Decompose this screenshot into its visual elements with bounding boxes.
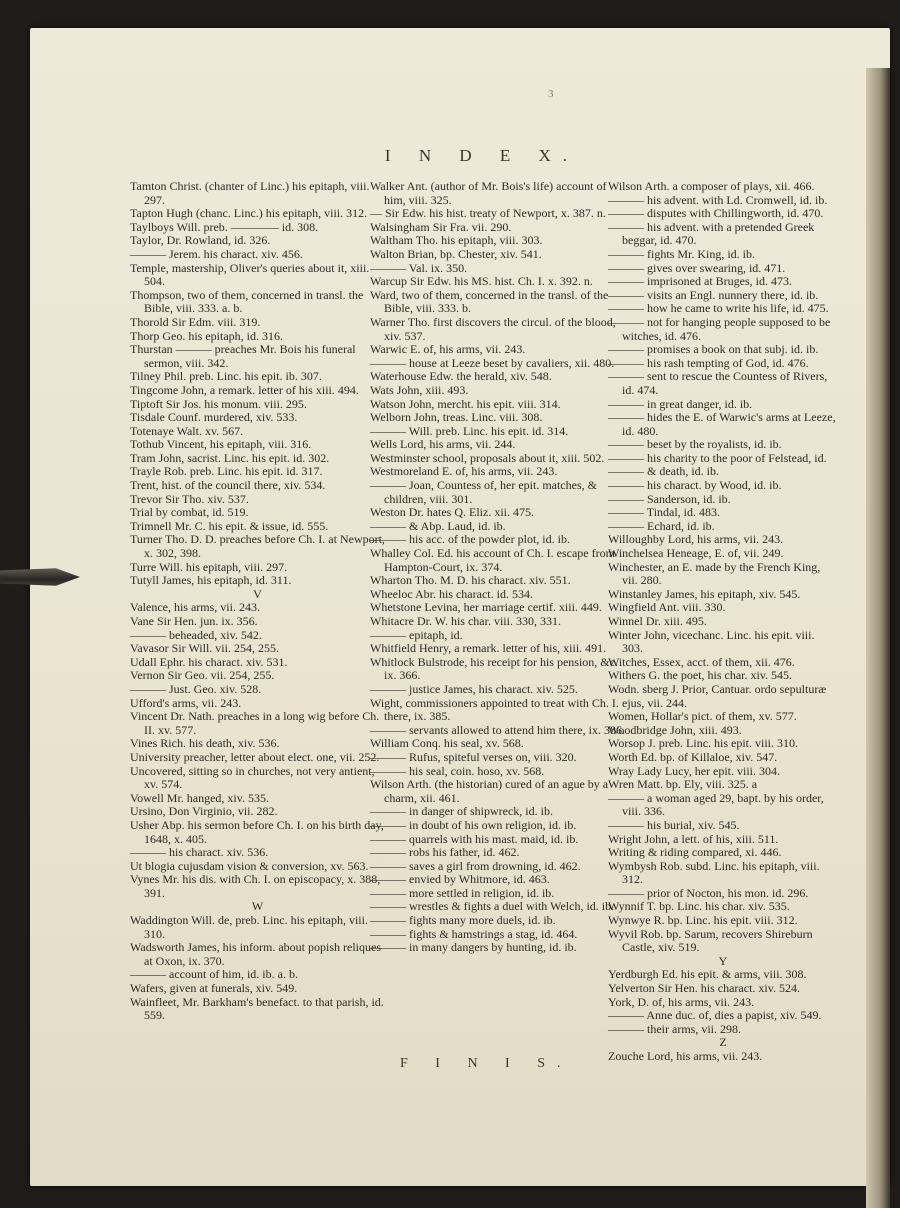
index-entry: Worsop J. preb. Linc. his epit. viii. 310. bbox=[608, 736, 799, 751]
index-entry: Whitlock Bulstrode, his receipt for his pension, &c. ix. 366. bbox=[370, 654, 618, 683]
index-entry: ——— more settled in religion, id. ib. bbox=[370, 885, 555, 900]
index-entry: Taylboys Will. preb. ———— id. 308. bbox=[130, 219, 319, 234]
index-column-2 bbox=[370, 180, 625, 955]
index-entry: Tothub Vincent, his epitaph, viii. 316. bbox=[130, 437, 312, 452]
index-entry: Wharton Tho. M. D. his charact. xiv. 551. bbox=[370, 573, 571, 588]
index-entry: Whitfield Henry, a remark. letter of his, xiii. 491. bbox=[370, 641, 607, 656]
index-entry: ——— house at Leeze beset by cavaliers, xii. 480. bbox=[370, 355, 615, 370]
index-entry: Ut blogia cujusdam vision & conversion, xv. 563. bbox=[130, 858, 369, 873]
index-entry: Whalley Col. Ed. his account of Ch. I. escape from Hampton-Court, ix. 374. bbox=[370, 546, 615, 574]
index-entry: — Sir Edw. his hist. treaty of Newport, x. 387. n. bbox=[370, 206, 606, 221]
index-entry: Wafers, given at funerals, xiv. 549. bbox=[130, 981, 298, 996]
index-entry: Westmoreland E. of, his arms, vii. 243. bbox=[370, 464, 558, 479]
index-entry: ——— quarrels with his mast. maid, id. ib. bbox=[370, 831, 579, 846]
index-entry: ——— gives over swearing, id. 471. bbox=[608, 260, 786, 275]
index-entry: Uncovered, sitting so in churches, not very antient, xv. 574. bbox=[130, 763, 375, 792]
index-entry: ——— Rufus, spiteful verses on, viii. 320. bbox=[370, 749, 577, 764]
finis-footer: F I N I S. bbox=[400, 1056, 573, 1071]
index-entry: Warcup Sir Edw. his MS. hist. Ch. I. x. 392. n. bbox=[370, 274, 593, 289]
index-entry: ——— his charity to the poor of Felstead, id. bbox=[608, 450, 827, 465]
index-entry: Ursino, Don Virginio, vii. 282. bbox=[130, 804, 278, 819]
index-entry: Waddington Will. de, preb. Linc. his epitaph, viii. 310. bbox=[130, 913, 368, 941]
index-entry: ——— his burial, xiv. 545. bbox=[608, 817, 740, 832]
index-entry: Wells Lord, his arms, vii. 244. bbox=[370, 437, 516, 452]
index-entry: Tapton Hugh (chanc. Linc.) his epitaph, viii. 312. bbox=[130, 206, 368, 221]
index-entry: ——— Anne duc. of, dies a papist, xiv. 549. bbox=[608, 1008, 822, 1023]
index-entry: ——— his advent. with Ld. Cromwell, id. ib. bbox=[608, 192, 828, 207]
index-entry: Waterhouse Edw. the herald, xiv. 548. bbox=[370, 369, 552, 384]
section-letter: W bbox=[251, 899, 264, 914]
index-entry: ——— Tindal, id. 483. bbox=[608, 505, 721, 520]
section-letter: Z bbox=[719, 1035, 727, 1050]
index-entry: Wilson Arth. a composer of plays, xii. 466. bbox=[608, 179, 815, 193]
index-entry: ——— his charact. by Wood, id. ib. bbox=[608, 478, 782, 493]
index-entry: ——— fights & hamstrings a stag, id. 464. bbox=[370, 926, 578, 941]
index-entry: Waltham Tho. his epitaph, viii. 303. bbox=[370, 233, 543, 248]
index-entry: Winchelsea Heneage, E. of, vii. 249. bbox=[608, 546, 784, 561]
index-entry: University preacher, letter about elect. one, vii. 252. bbox=[130, 749, 380, 764]
index-entry: ——— Will. preb. Linc. his epit. id. 314. bbox=[370, 423, 569, 438]
index-entry: ——— his advent. with a pretended Greek beggar, id. 470. bbox=[608, 219, 815, 248]
index-entry: ——— saves a girl from drowning, id. 462. bbox=[370, 858, 581, 873]
index-entry: ——— his rash tempting of God, id. 476. bbox=[608, 355, 809, 370]
index-entry: Watson John, mercht. his epit. viii. 314. bbox=[370, 396, 561, 411]
index-entry: ——— account of him, id. ib. a. b. bbox=[130, 967, 298, 982]
index-entry: ——— his seal, coin. hoso, xv. 568. bbox=[370, 763, 545, 778]
index-entry: ——— imprisoned at Bruges, id. 473. bbox=[608, 274, 792, 289]
index-entry: Vernon Sir Geo. vii. 254, 255. bbox=[130, 668, 275, 683]
index-title: I N D E X. bbox=[384, 146, 580, 165]
index-entry: Whetstone Levina, her marriage certif. xiii. 449. bbox=[370, 600, 602, 615]
index-entry: Tiptoft Sir Jos. his monum. viii. 295. bbox=[130, 396, 307, 411]
index-entry: Winchester, an E. made by the French King, vii. 280. bbox=[608, 559, 821, 588]
index-entry: Wheeloc Abr. his charact. id. 534. bbox=[370, 586, 533, 601]
index-entry: ——— his charact. xiv. 536. bbox=[130, 845, 269, 860]
index-entry: ——— his acc. of the powder plot, id. ib. bbox=[370, 532, 570, 547]
index-entry: Vines Rich. his death, xiv. 536. bbox=[130, 736, 280, 751]
index-entry: Totenaye Walt. xv. 567. bbox=[130, 423, 244, 438]
index-entry: Wight, commissioners appointed to treat with Ch. I. there, ix. 385. bbox=[370, 695, 619, 724]
index-entry: ——— in danger of shipwreck, id. ib. bbox=[370, 804, 553, 819]
index-entry: Wynnif T. bp. Linc. his char. xiv. 535. bbox=[608, 899, 790, 914]
index-entry: Thompson, two of them, concerned in transl. the Bible, viii. 333. a. b. bbox=[130, 287, 364, 316]
index-entry: ——— fights many more duels, id. ib. bbox=[370, 913, 556, 928]
index-entry: Wymbysh Rob. subd. Linc. his epitaph, viii. 312. bbox=[608, 858, 820, 887]
index-entry: ——— in great danger, id. ib. bbox=[608, 396, 753, 411]
index-entry: ——— epitaph, id. bbox=[370, 627, 463, 642]
index-entry: Winstanley James, his epitaph, xiv. 545. bbox=[608, 586, 801, 601]
index-entry: ——— justice James, his charact. xiv. 525. bbox=[370, 681, 578, 696]
index-entry: ——— promises a book on that subj. id. ib. bbox=[608, 342, 819, 357]
index-entry: ——— Joan, Countess of, her epit. matches, & children, viii. 301. bbox=[370, 478, 597, 506]
index-entry: York, D. of, his arms, vii. 243. bbox=[608, 994, 755, 1009]
index-entry: Wray Lady Lucy, her epit. viii. 304. bbox=[608, 763, 781, 778]
index-entry: ——— beset by the royalists, id. ib. bbox=[608, 437, 782, 452]
index-entry: Whitacre Dr. W. his char. viii. 330, 331. bbox=[370, 614, 561, 628]
index-entry: Trevor Sir Tho. xiv. 537. bbox=[130, 491, 249, 506]
index-entry: Ward, two of them, concerned in the transl. of the Bible, viii. 333. b. bbox=[370, 287, 609, 316]
index-entry: Wyvil Rob. bp. Sarum, recovers Shireburn Castle, xiv. 519. bbox=[608, 926, 813, 955]
index-entry: Tram John, sacrist. Linc. his epit. id. 302. bbox=[130, 450, 330, 465]
index-entry: ——— servants allowed to attend him there, ix. 386. bbox=[370, 722, 625, 737]
index-entry: ——— prior of Nocton, his mon. id. 296. bbox=[608, 885, 809, 900]
index-entry: Udall Ephr. his charact. xiv. 531. bbox=[130, 654, 288, 669]
index-entry: Westminster school, proposals about it, xiii. 502. bbox=[370, 450, 605, 465]
index-entry: Thurstan ——— preaches Mr. Bois his funeral sermon, viii. 342. bbox=[130, 342, 356, 370]
index-entry: Winter John, vicechanc. Linc. his epit. viii. 303. bbox=[608, 627, 815, 656]
index-entry: Taylor, Dr. Rowland, id. 326. bbox=[130, 233, 271, 248]
index-entry: Zouche Lord, his arms, vii. 243. bbox=[608, 1049, 763, 1063]
index-entry: ——— robs his father, id. 462. bbox=[370, 845, 520, 860]
index-entry: Tisdale Counf. murdered, xiv. 533. bbox=[130, 410, 298, 425]
index-entry: Wats John, xiii. 493. bbox=[370, 382, 469, 397]
index-entry: Thorp Geo. his epitaph, id. 316. bbox=[130, 328, 283, 343]
index-entry: Trayle Rob. preb. Linc. his epit. id. 317. bbox=[130, 464, 323, 479]
index-entry: ——— visits an Engl. nunnery there, id. ib. bbox=[608, 287, 819, 302]
index-entry: Wright John, a lett. of his, xiii. 511. bbox=[608, 831, 779, 846]
index-entry: Warner Tho. first discovers the circul. of the blood, xiv. 537. bbox=[370, 314, 616, 343]
index-entry: ——— disputes with Chillingworth, id. 470. bbox=[608, 206, 824, 221]
index-entry: Writing & riding compared, xi. 446. bbox=[608, 845, 782, 860]
index-entry: ——— wrestles & fights a duel with Welch, id. ib. bbox=[370, 899, 615, 914]
index-entry: Trial by combat, id. 519. bbox=[130, 505, 249, 520]
index-entry: Winnel Dr. xiii. 495. bbox=[608, 614, 707, 628]
index-entry: Wingfield Ant. viii. 330. bbox=[608, 600, 726, 615]
section-letter: V bbox=[253, 586, 262, 601]
index-entry: Willoughby Lord, his arms, vii. 243. bbox=[608, 532, 784, 547]
index-entry: ——— Jerem. his charact. xiv. 456. bbox=[130, 246, 303, 261]
index-column-3 bbox=[608, 180, 838, 1064]
index-entry: Vane Sir Hen. jun. ix. 356. bbox=[130, 614, 258, 628]
index-entry: ——— how he came to write his life, id. 475. bbox=[608, 301, 829, 316]
index-entry: Tingcome John, a remark. letter of his xiii. 494. bbox=[130, 382, 359, 397]
index-entry: ——— in doubt of his own religion, id. ib. bbox=[370, 817, 577, 832]
index-entry: ——— & death, id. ib. bbox=[608, 464, 719, 479]
index-entry: Wainfleet, Mr. Barkham's benefact. to that parish, id. 559. bbox=[130, 994, 384, 1023]
index-entry: Worth Ed. bp. of Killaloe, xiv. 547. bbox=[608, 749, 778, 764]
index-entry: Tamton Christ. (chanter of Linc.) his epitaph, viii. 297. bbox=[130, 179, 370, 207]
index-entry: ——— their arms, vii. 298. bbox=[608, 1021, 741, 1036]
index-entry: ——— sent to rescue the Countess of Rivers, id. 474. bbox=[608, 369, 828, 397]
index-entry: Valence, his arms, vii. 243. bbox=[130, 600, 260, 615]
index-entry: ——— Sanderson, id. ib. bbox=[608, 491, 731, 506]
index-entry: Wodn. sberg J. Prior, Cantuar. ordo sepulturæ ejus, vii. 244. bbox=[608, 681, 827, 710]
index-entry: ——— a woman aged 29, bapt. by his order, viii. 336. bbox=[608, 790, 824, 819]
index-entry: Tutyll James, his epitaph, id. 311. bbox=[130, 573, 292, 588]
index-entry: Wadsworth James, his inform. about popish reliques at Oxon, ix. 370. bbox=[130, 940, 381, 968]
index-entry: ——— & Abp. Laud, id. ib. bbox=[370, 518, 506, 533]
index-entry: Thorold Sir Edm. viii. 319. bbox=[130, 314, 261, 329]
index-entry: Weston Dr. hates Q. Eliz. xii. 475. bbox=[370, 505, 535, 520]
index-entry: ——— beheaded, xiv. 542. bbox=[130, 627, 262, 642]
index-entry: Warwic E. of, his arms, vii. 243. bbox=[370, 342, 526, 357]
book-page bbox=[30, 28, 890, 1186]
index-entry: Trimnell Mr. C. his epit. & issue, id. 555. bbox=[130, 518, 329, 533]
index-entry: Usher Abp. his sermon before Ch. I. on his birth day, 1648, x. 405. bbox=[130, 817, 384, 846]
index-entry: Turner Tho. D. D. preaches before Ch. I. at Newport, x. 302, 398. bbox=[130, 532, 385, 561]
index-entry: William Conq. his seal, xv. 568. bbox=[370, 736, 524, 751]
index-column-1 bbox=[130, 180, 385, 1023]
page-edge bbox=[866, 68, 890, 1208]
index-entry: Yelverton Sir Hen. his charact. xiv. 524. bbox=[608, 981, 800, 996]
index-entry: Withers G. the poet, his char. xiv. 545. bbox=[608, 668, 793, 683]
index-entry: ——— in many dangers by hunting, id. ib. bbox=[370, 940, 577, 955]
index-entry: Wilson Arth. (the historian) cured of an ague by a charm, xii. 461. bbox=[370, 777, 609, 805]
index-entry: Vowell Mr. hanged, xiv. 535. bbox=[130, 790, 269, 805]
index-entry: ——— envied by Whitmore, id. 463. bbox=[370, 872, 550, 887]
index-entry: Yerdburgh Ed. his epit. & arms, viii. 308. bbox=[608, 967, 807, 982]
page-number: 3 bbox=[548, 88, 554, 100]
index-entry: ——— Echard, id. ib. bbox=[608, 518, 715, 533]
index-entry: Vincent Dr. Nath. preaches in a long wig before Ch. II. xv. 577. bbox=[130, 709, 380, 737]
index-entry: Temple, mastership, Oliver's queries about it, xiii. 504. bbox=[130, 260, 370, 289]
index-entry: Trent, hist. of the council there, xiv. 534. bbox=[130, 478, 326, 493]
index-entry: Ufford's arms, vii. 243. bbox=[130, 695, 242, 710]
index-entry: Walton Brian, bp. Chester, xiv. 541. bbox=[370, 246, 542, 261]
index-entry: ——— Val. ix. 350. bbox=[370, 260, 468, 275]
index-entry: Wren Matt. bp. Ely, viii. 325. a bbox=[608, 777, 758, 792]
index-entry: Vavasor Sir Will. vii. 254, 255. bbox=[130, 641, 279, 656]
index-entry: ——— hides the E. of Warwic's arms at Leeze, id. 480. bbox=[608, 410, 836, 438]
index-entry: Walsingham Sir Fra. vii. 290. bbox=[370, 219, 512, 234]
index-entry: Vynes Mr. his dis. with Ch. I. on episcopacy, x. 388, 391. bbox=[130, 872, 381, 900]
index-entry: Women, Hollar's pict. of them, xv. 577. bbox=[608, 709, 797, 724]
index-entry: Welborn John, treas. Linc. viii. 308. bbox=[370, 410, 543, 425]
index-entry: ——— fights Mr. King, id. ib. bbox=[608, 246, 756, 261]
index-entry: Wynwye R. bp. Linc. his epit. viii. 312. bbox=[608, 913, 798, 928]
index-entry: Witches, Essex, acct. of them, xii. 476. bbox=[608, 654, 795, 669]
index-entry: Walker Ant. (author of Mr. Bois's life) account of him, viii. 325. bbox=[370, 179, 607, 207]
index-entry: Turre Will. his epitaph, viii. 297. bbox=[130, 559, 288, 574]
index-entry: ——— not for hanging people supposed to be witches, id. 476. bbox=[608, 314, 831, 343]
index-entry: Woodbridge John, xiii. 493. bbox=[608, 722, 742, 737]
index-entry: Tilney Phil. preb. Linc. his epit. ib. 307. bbox=[130, 369, 322, 384]
section-letter: Y bbox=[718, 953, 728, 968]
index-entry: ——— Just. Geo. xiv. 528. bbox=[130, 681, 262, 696]
